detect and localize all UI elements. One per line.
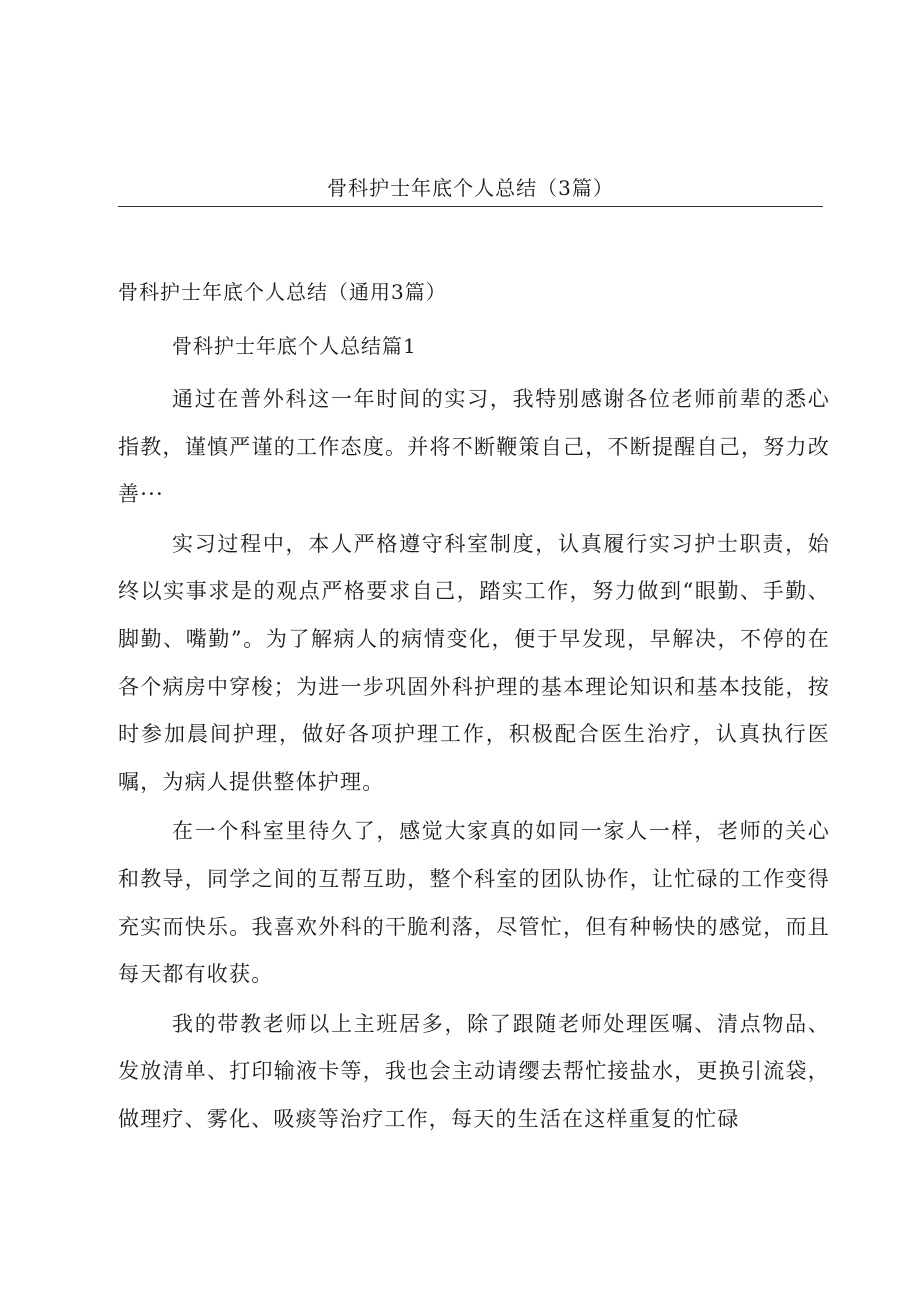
page-header (118, 172, 823, 207)
paragraph-4: 我的带教老师以上主班居多，除了跟随老师处理医嘱、清点物品、发放清单、打印输液卡等，我也会主动请缨去帮忙接盐水，更换引流袋，做理疗、雾化、吸痰等治疗工作，每天的生活在这样重复的忙碌 (118, 1011, 830, 1131)
paragraph-2: 实习过程中，本人严格遵守科室制度，认真履行实习护士职责，始终以实事求是的观点严格要求自己，踏实工作，努力做到“眼勤、手勤、脚勤、嘴勤”。为了解病人的病情变化，便于早发现，早解决，不停的在各个病房中穿梭；为进一步巩固外科护理的基本理论知识和基本技能，按时参加晨间护理，做好各项护理工作，积极配合医生治疗，认真执行医嘱，为病人提供整体护理。 (118, 531, 830, 794)
document-body (118, 272, 830, 1146)
section-title: 骨科护士年底个人总结篇1 (172, 334, 417, 358)
document-title: 骨科护士年底个人总结（通用3篇） (118, 280, 447, 304)
paragraph-1: 通过在普外科这一年时间的实习，我特别感谢各位老师前辈的悉心指教，谨慎严谨的工作态度。并将不断鞭策自己，不断提醒自己，努力改善··· (118, 387, 830, 507)
header-title: 骨科护士年底个人总结（3篇） (327, 176, 614, 200)
paragraph-3: 在一个科室里待久了，感觉大家真的如同一家人一样，老师的关心和教导，同学之间的互帮互助，整个科室的团队协作，让忙碌的工作变得充实而快乐。我喜欢外科的干脆利落，尽管忙，但有种畅快的感觉，而且每天都有收获。 (118, 819, 830, 987)
